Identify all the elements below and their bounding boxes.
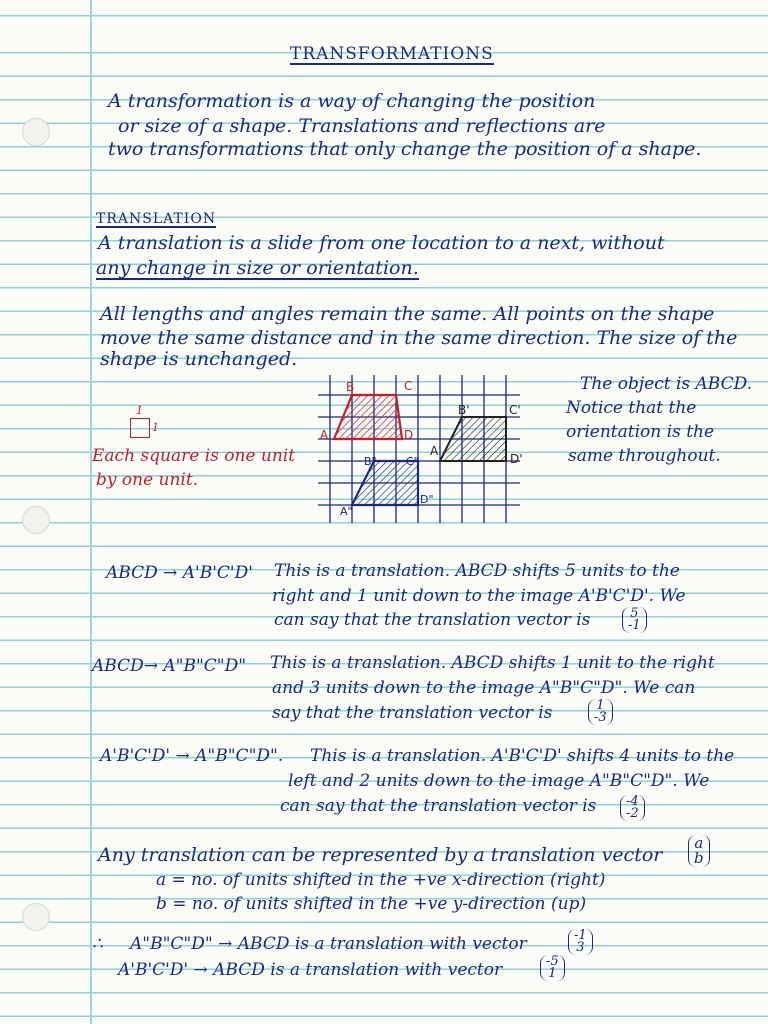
- label-a-prime: A': [430, 444, 442, 458]
- b-definition: b = no. of units shifted in the +ve y-direction (up): [156, 894, 587, 914]
- label-a: A: [320, 428, 329, 442]
- conclusion-line: A"B"C"D" → ABCD is a translation with vector: [130, 934, 527, 954]
- vector-bottom: 3: [576, 940, 585, 955]
- example-line: and 3 units down to the image A"B"C"D". We can: [272, 678, 696, 698]
- label-c-prime: C': [509, 403, 521, 417]
- label-c: C: [404, 379, 413, 393]
- label-c-double: C": [406, 455, 419, 468]
- side-note: The object is ABCD.: [580, 374, 753, 394]
- unit-note: Each square is one unit: [92, 446, 296, 466]
- punch-hole: [22, 118, 50, 146]
- unit-square-side-label: 1: [152, 421, 159, 434]
- vector-top: a: [694, 834, 704, 852]
- therefore-symbol: ∴: [92, 934, 103, 954]
- definition-line: any change in size or orientation.: [96, 257, 419, 279]
- label-b-double: B": [364, 455, 377, 468]
- vector-top: 1: [596, 698, 605, 713]
- example-line: This is a translation. A'B'C'D' shifts 4 units to the: [310, 746, 735, 766]
- vector-bottom: -3: [594, 710, 607, 725]
- vector-top: -1: [574, 928, 587, 943]
- side-note: orientation is the: [566, 422, 715, 442]
- example-line: can say that the translation vector is: [274, 610, 591, 630]
- vector-bottom: -2: [626, 806, 639, 821]
- definition-line: A translation is a slide from one location to a next, without: [98, 232, 665, 254]
- property-line: shape is unchanged.: [100, 348, 298, 370]
- general-statement: Any translation can be represented by a translation vector: [98, 844, 663, 866]
- intro-line: A transformation is a way of changing the position: [108, 90, 596, 112]
- vector-top: -5: [546, 954, 559, 969]
- shape-a1b1c1d1: [440, 417, 506, 461]
- shape-abcd: [334, 395, 402, 439]
- translation-vector: [620, 795, 645, 821]
- section-heading: TRANSLATION: [96, 211, 217, 227]
- punch-hole: [22, 903, 50, 931]
- label-b: B: [346, 380, 355, 394]
- vector-bottom: b: [694, 849, 704, 867]
- vector-bottom: 1: [548, 966, 557, 981]
- side-note: same throughout.: [568, 446, 721, 466]
- conclusion-line: A'B'C'D' → ABCD is a translation with vector: [118, 960, 503, 980]
- example-line: left and 2 units down to the image A"B"C"D". We: [288, 771, 710, 791]
- translation-vector: [540, 955, 565, 981]
- margin-line: [90, 0, 92, 1024]
- example-mapping: A'B'C'D' → A"B"C"D".: [100, 746, 284, 766]
- intro-line: two transformations that only change the position of a shape.: [108, 138, 702, 160]
- translation-diagram: [310, 375, 540, 525]
- punch-hole: [22, 506, 50, 534]
- example-line: right and 1 unit down to the image A'B'C'D'. We: [272, 586, 686, 606]
- property-line: move the same distance and in the same direction. The size of the: [100, 327, 738, 349]
- unit-square-top-label: 1: [136, 404, 143, 417]
- unit-note: by one unit.: [96, 470, 199, 490]
- intro-line: or size of a shape. Translations and reflections are: [118, 115, 606, 137]
- a-definition: a = no. of units shifted in the +ve x-direction (right): [156, 870, 606, 890]
- side-note: Notice that the: [566, 398, 697, 418]
- translation-vector: [622, 607, 647, 633]
- example-line: This is a translation. ABCD shifts 1 unit to the right: [270, 653, 715, 673]
- label-d-double: D": [420, 493, 434, 506]
- label-b-prime: B': [458, 403, 470, 417]
- label-a-double: A": [340, 505, 353, 518]
- example-line: say that the translation vector is: [272, 703, 553, 723]
- label-d: D: [404, 428, 414, 442]
- example-mapping: ABCD → A'B'C'D': [106, 563, 253, 583]
- example-line: This is a translation. ABCD shifts 5 units to the: [274, 561, 680, 581]
- vector-top: -4: [626, 794, 639, 809]
- example-mapping: ABCD→ A"B"C"D": [92, 656, 247, 676]
- label-d-prime: D': [510, 452, 523, 466]
- translation-vector: [568, 929, 593, 955]
- example-line: can say that the translation vector is: [280, 796, 597, 816]
- page-title: TRANSFORMATIONS: [290, 44, 494, 64]
- property-line: All lengths and angles remain the same. All points on the shape: [100, 303, 715, 325]
- general-vector: [688, 835, 710, 867]
- translation-vector: [588, 699, 613, 725]
- vector-top: 5: [630, 606, 639, 621]
- unit-square: [130, 418, 150, 438]
- vector-bottom: -1: [628, 618, 641, 633]
